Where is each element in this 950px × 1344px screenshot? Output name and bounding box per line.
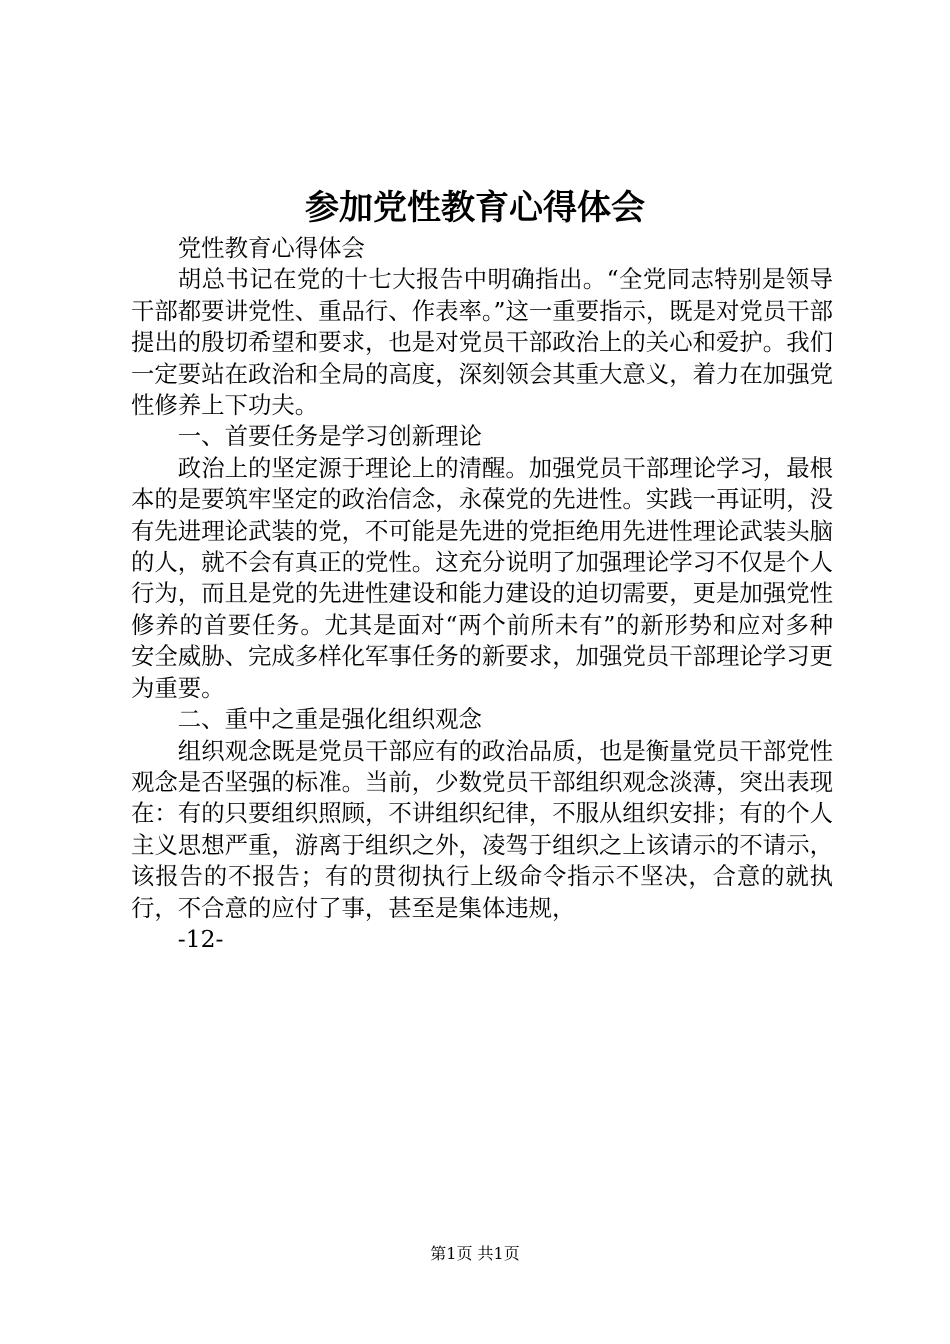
page-footer: 第1页 共1页 [430, 1244, 520, 1263]
section-heading-1: 一、首要任务是学习创新理论 [177, 422, 482, 451]
document-title: 参加党性教育心得体会 [305, 188, 645, 228]
paragraph-theory: 政治上的坚定源于理论上的清醒。加强党员干部理论学习，最根本的是要筑牢坚定的政治信念，永葆党的先进性。实践一再证明，没有先进理论武装的党，不可能是先进的党拒绝用先进性理论武装头脑的人，就不会有真正的党性。这充分说明了加强理论学习不仅是个人行为，而且是党的先进性建设和能力建设的迫切需要，更是加强党性修养的首要任务。尤其是面对“两个前所未有”的新形势和应对多种安全威胁、完成多样化军事任务的新要求，加强党员干部理论学习更为重要。 [131, 453, 833, 702]
paragraph-subtitle: 党性教育心得体会 [177, 234, 365, 262]
section-heading-2: 二、重中之重是强化组织观念 [177, 705, 482, 734]
document-body [131, 233, 833, 955]
paragraph-intro: 胡总书记在党的十七大报告中明确指出。“全党同志特别是领导干部都要讲党性、重品行、作表率。”这一重要指示，既是对党员干部提出的殷切希望和要求，也是对党员干部政治上的关心和爱护。我们一定要站在政治和全局的高度，深刻领会其重大意义，着力在加强党性修养上下功夫。 [131, 265, 833, 420]
page-marker: -12- [177, 924, 224, 953]
paragraph-organization: 组织观念既是党员干部应有的政治品质，也是衡量党员干部党性观念是否坚强的标准。当前，少数党员干部组织观念淡薄，突出表现在：有的只要组织照顾，不讲组织纪律，不服从组织安排；有的个人主义思想严重，游离于组织之外，凌驾于组织之上该请示的不请示，该报告的不报告；有的贯彻执行上级命令指示不坚决，合意的就执行，不合意的应付了事，甚至是集体违规， [131, 736, 833, 922]
